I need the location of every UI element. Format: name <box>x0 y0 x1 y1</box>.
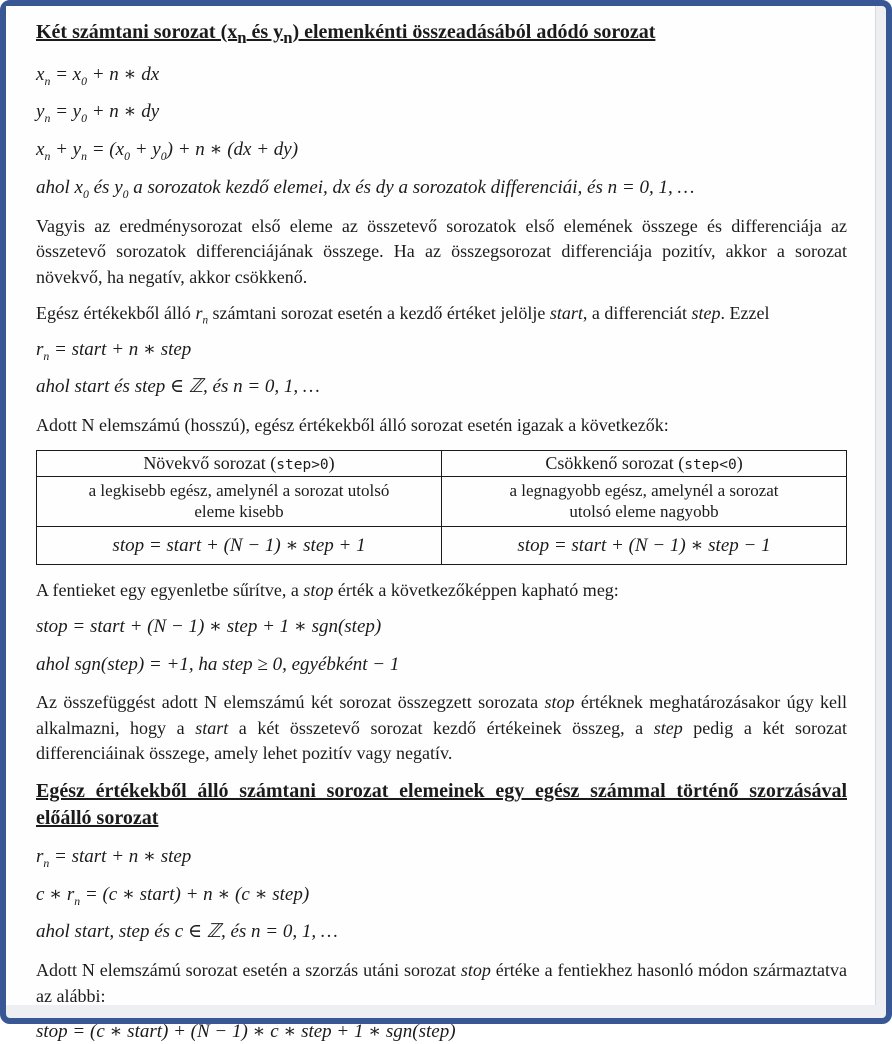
paragraph-multiplied-stop-intro: Adott N elemszámú sorozat esetén a szorzás utáni sorozat stop értéke a fentiekhez hasonló módon származtatva az alábbi: <box>36 960 847 1006</box>
section1-heading: Két számtani sorozat ($x_n$ és $y_n$) elemenkénti összeadásából adódó sorozat <box>36 21 656 47</box>
table-header-row <box>37 450 847 476</box>
formula-sgn-definition: ahol sgn(step) = +1, ha step ≥ 0, egyébként − 1 <box>36 653 400 675</box>
paragraph-application-note: Az összefüggést adott N elemszámú két sorozat összegzett sorozata stop értéknek meghatározásakor úgy kell alkalmazni, hogy a start a két összetevő sorozat kezdő értékeinek összeg, a step pedig a két sorozat differenciáinak összege, amely lehet pozitív vagy negatív. <box>36 692 848 764</box>
table-header-decreasing-label: Csökkenő sorozat ( <box>545 452 685 473</box>
formula-yn: $y_n = y_0 + n$ ∗ dy <box>36 101 160 126</box>
formula-sum-sequence: $x_n + y_n = (x_0 + y_0) + n$ ∗ (dx + dy) <box>36 139 299 163</box>
table-desc-decreasing: a legnagyobb egész, amelynél a sorozat utolsó eleme nagyobb <box>442 476 847 527</box>
table-desc-increasing: a legkisebb egész, amelynél a sorozat utolsó eleme kisebb <box>37 476 442 527</box>
table-header-increasing-label: Növekvő sorozat ( <box>143 452 277 473</box>
section2-heading: Egész értékekből álló számtani sorozat elemeinek egy egész számmal történő szorzásával előálló sorozat <box>36 779 847 829</box>
table-header-increasing-code: step>0 <box>276 456 329 473</box>
formula-rn: $r_n$ = start + n ∗ step <box>36 338 192 363</box>
paragraph-sum-explanation: Vagyis az eredménysorozat első eleme az összetevő sorozatok első elemének összege és differenciája az összetevő sorozatok differenciájának összege. Ha az összegsorozat differenciája pozitív, akkor a sorozat növekvő, ha negatív, akkor csökkenő. <box>36 215 847 287</box>
paragraph-condensed-intro: A fentieket egy egyenletbe sűrítve, a stop érték a következőképpen kapható meg: <box>36 580 619 601</box>
formula-where-c: ahol start, step és c ∈ ℤ, és n = 0, 1, … <box>36 921 338 943</box>
formula-stop-combined: stop = start + (N − 1) ∗ step + 1 ∗ sgn(step) <box>36 615 382 637</box>
table-description-row <box>37 476 847 527</box>
formula-where-x0-y0: ahol $x_0$ és $y_0$ a sorozatok kezdő elemei, dx és dy a sorozatok differenciái, és n = 0, 1, … <box>36 176 695 201</box>
table-header-decreasing <box>442 450 847 476</box>
formula-xn: $x_n = x_0 + n$ ∗ dx <box>36 63 160 88</box>
formula-c-times-rn: c ∗ $r_n = (c$ ∗ start) + n ∗ (c ∗ step) <box>36 883 310 908</box>
table-header-increasing-close: ) <box>328 452 335 473</box>
table-formula-increasing: stop = start + (N − 1) ∗ step + 1 <box>37 527 442 565</box>
table-formula-row <box>37 527 847 565</box>
table-formula-decreasing: stop = start + (N − 1) ∗ step − 1 <box>442 527 847 565</box>
table-header-decreasing-close: ) <box>736 452 743 473</box>
paragraph-table-intro: Adott N elemszámú (hosszú), egész értékekből álló sorozat esetén igazak a következők: <box>36 415 669 436</box>
formula-rn-repeat: $r_n$ = start + n ∗ step <box>36 845 192 870</box>
formula-stop-multiplied: stop = (c ∗ start) + (N − 1) ∗ c ∗ step + 1 ∗ sgn(step) <box>36 1021 456 1043</box>
table-header-increasing <box>37 450 442 476</box>
paragraph-start-step-intro: Egész értékekből álló $r_n$ számtani sorozat esetén a kezdő értéket jelölje start, a differenciát step. Ezzel <box>36 303 770 327</box>
sequence-stop-table <box>36 450 847 566</box>
formula-where-start-step: ahol start és step ∈ ℤ, és n = 0, 1, … <box>36 376 320 398</box>
table-header-decreasing-code: step<0 <box>684 456 737 473</box>
document-page <box>6 6 876 1043</box>
